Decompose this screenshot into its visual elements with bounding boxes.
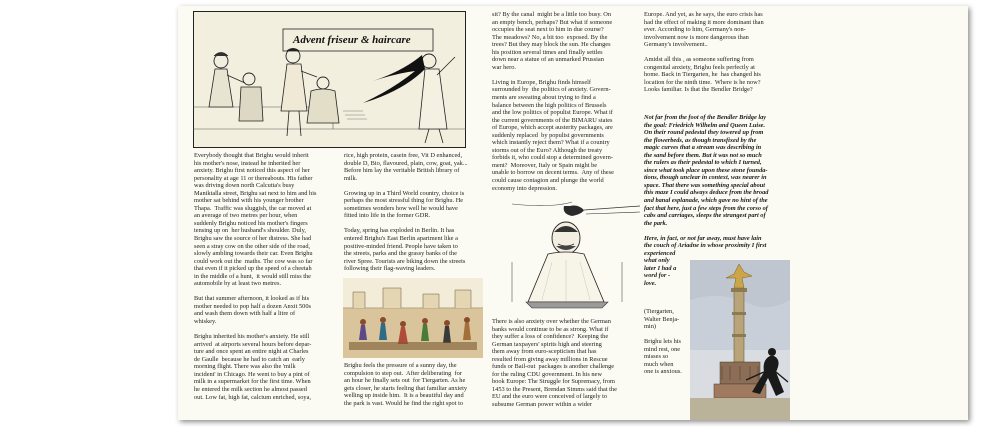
victory-column-sketch bbox=[690, 260, 790, 420]
column-4-text-top: Europe. And yet, as he says, the euro crisis has had the effect of making it more dominant than ever. According to him, Germany's non- involvement now is more dangerous than Germany's involvement.. Amidst all this , as someone suffering from congenital anxiety, Brighu feels perfectly at home. Back in Tiergarten, he has changed his location for the ninth time. Where is he now? Looks familiar. Is that the Bendler Bridge? bbox=[644, 11, 764, 94]
column-2-text-top: rice, high protein, casein free, Vit D enhanced, double D, Bio, flavoured, plain, cow, goat, yak... Before him lay the veritable British library of milk. Growing up in a Third World country, choice is perhaps the most stressful thing for Brighu. He sometimes wonders how well he would have fitted into life in the former GDR. Today, spring has exploded in Berlin. It has entered Brighu's East Berlin apartment like a positive-minded friend. People have taken to the streets, parks and the grassy banks of the river Spree. Tourists are biking down the streets following their flag-waving leaders. bbox=[344, 152, 468, 273]
barber-chair-sketch bbox=[492, 202, 642, 310]
cartoon-sign-text: Advent friseur & haircare bbox=[293, 34, 411, 46]
column-4-quote: Not far from the foot of the Bendler Bridge lay the goal: Friedrich Wilhelm and Queen Luise. On their round pedestal they towered up from the flowerbeds, as though transfixed by the magic curves that a stream was describing in the sand before them. But it was not so much the rulers as their pedestal to which I turned, since what took place upon these stone founda- tions, though unclear in context, was nearer in space. That there was something special about this maze I could always deduce from the broad and banal esplanade, which gave no hint of the fact that here, just a few steps from the corso of cabs and carriages, sleeps the strangest part of the park. Here, in fact, or not far away, must have lain the couch of Ariadne in whose proximity I first experienced what only later I had a word for - love. bbox=[644, 114, 769, 288]
column-4-text-bottom: (Tiergarten, Walter Benja- min) Brighu lets his mind rest, one misses so much when one is anxious. bbox=[644, 308, 682, 376]
column-3-text-top: sit? By the canal might be a little too busy. On an empty bench, perhaps? But what if someone occupies the seat next to him in due course? The meadows? No, a bit too exposed. By the trees? But they may block the sun. He changes his position several times and finally settles down near a statue of an unmarked Prussian war hero. Living in Europe, Brighu finds himself surrounded by the politics of anxiety. Govern- ments are sweating about trying to find a balance between the high politics of Brussels and the low politics of populist Europe. What if the current governments of the BIMARU states of Europe, which accept austerity packages, are suddenly replaced by populist governments which instantly reject them? What if a country storms out of the Euro? Although the treaty forbids it, who could stop a determined govern- ment? Moreover, Italy or Spain might be unable to borrow on decent terms. Any of these could cause contagion and plunge the world economy into depression. bbox=[492, 11, 614, 192]
column-2-text-bottom: Brighu feels the pressure of a sunny day, the compulsion to step out. After deliberating for an hour he finally sets out for Tiergarten. As he gets closer, he starts feeling that familiar anxiety welling up inside him. It is a beautiful day and the park is vast. Would he find the right spot to bbox=[344, 362, 468, 407]
barbershop-cartoon bbox=[193, 11, 466, 148]
column-1-text: Everybody thought that Brighu would inherit his mother's nose, instead he inherited her anxiety. Brighu first noticed this aspect of her personality at age 11 or thereabouts. His father was driving down north Calcutta's busy Maniktalla street, Brighu sat next to him and his mother sat behind with his younger brother Thapa. Traffic was sluggish, the car moved at an average of two metres per hour, when suddenly Brighu noticed his mother's fingers tensing up on her husband's shoulder. Duly, Brighu saw the source of her distress. She had seen a stray cow on the other side of the road, slowly ambling towards their car. Even Brighu could work out the maths. The cow was so far that even if it picked up the speed of a cheetah in the middle of a hunt, it would still miss the automobile by at least two metres. But that summer afternoon, it looked as if his mother needed to pop half a dozen Anxit 500s and wash them down with half a litre of whiskey. Brighu inherited his mother's anxiety. He still arrived at airports several hours before depar- ture and once spent an entire night at Charles de Gaulle because he had to catch an early morning flight. There was also the 'milk incident' in Chicago. He went to buy a pint of milk in a supermarket for the first time. When he entered the milk section he almost passed out. Low fat, high fat, calcium enriched, soya, bbox=[194, 152, 317, 401]
magazine-spread bbox=[178, 6, 968, 420]
berlin-street-sketch bbox=[343, 278, 483, 358]
column-3-text-bottom: There is also anxiety over whether the German banks would continue to be as strong. What if they suffer a loss of confidence? Keeping the German taxpayers' spirits high and steering them away from euro-scepticism that has resulted from giving away millions in Rescue funds or Bail-out packages is another challenge for the ruling CDU government. In his new book Europe: The Struggle for Supremacy, from 1453 to the Present, Brendan Simms said that the EU and the euro were conceived of largely to subsume German power within a wider bbox=[492, 318, 617, 409]
